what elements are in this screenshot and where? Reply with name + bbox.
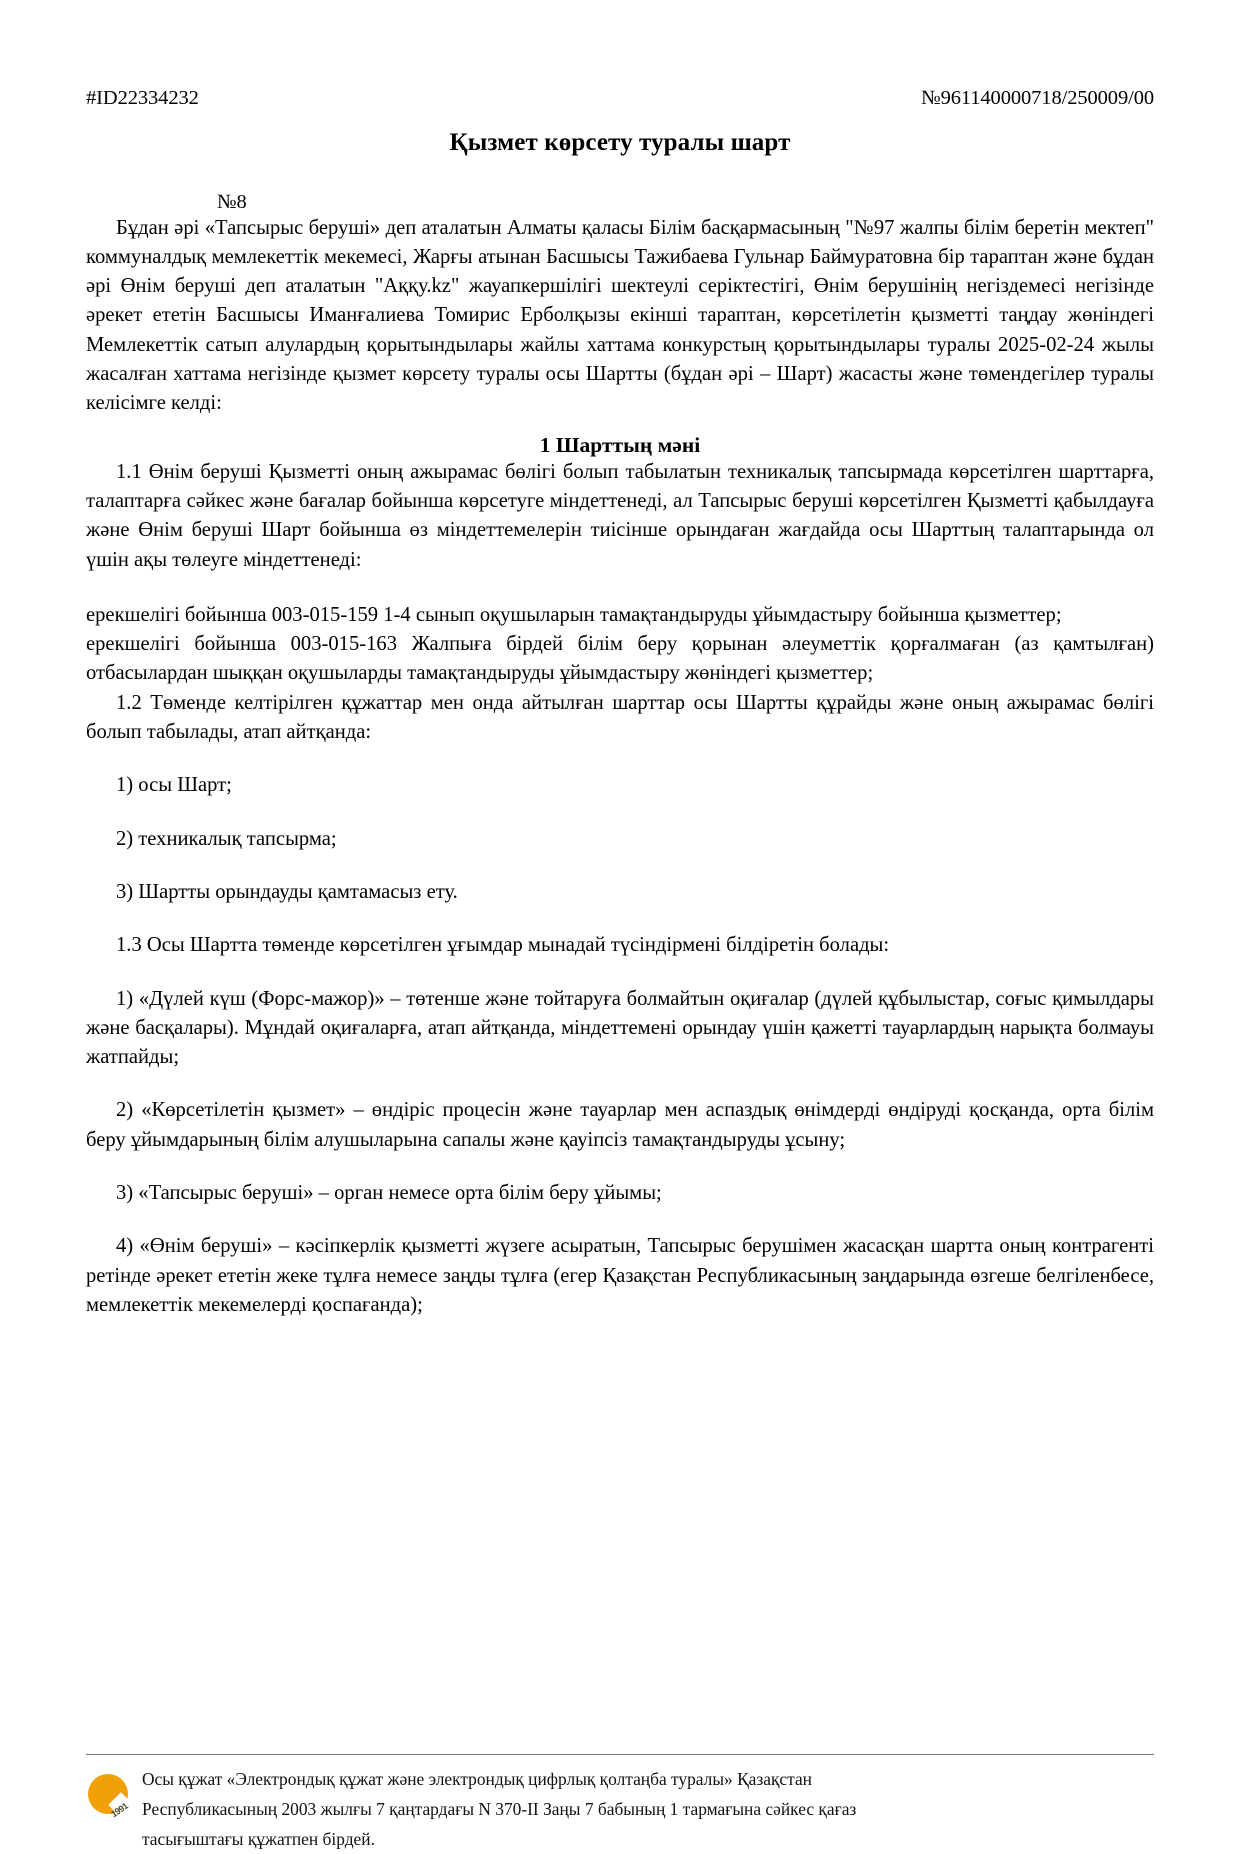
section-1-heading: 1 Шарттың мәні <box>539 432 701 457</box>
clause-1-2-item-1: 1) осы Шарт; <box>116 774 232 797</box>
contract-number: №8 <box>217 190 247 213</box>
specification-item-2: ерекшелігі бойынша 003-015-163 Жалпыға бірдей білім беру қорынан әлеуметтік қорғалмаған (аз қамтылған) отбасылардан шыққан оқушыларды тамақтандыруды ұйымдастыру жөніндегі қызметтер; <box>86 633 1154 685</box>
footer-line-1: Осы құжат «Электрондық құжат және электрондық цифрлық қолтаңба туралы» Қазақстан <box>142 1769 812 1789</box>
specification-item-1: ерекшелігі бойынша 003-015-159 1-4 сынып оқушыларын тамақтандыруды ұйымдастыру бойынша қызметтер; <box>86 603 1062 626</box>
clause-1-3-item-2: 2) «Көрсетілетін қызмет» – өндіріс процесін және тауарлар мен аспаздық өнімдерді өндіруді қосқанда, орта білім беру ұйымдарының білім алушыларына сапалы және қауіпсіз тамақтандыруды ұсыну; <box>86 1099 1154 1151</box>
clause-1-2-item-2: 2) техникалық тапсырма; <box>116 827 337 850</box>
logo-year-text: 1991 <box>109 1800 130 1820</box>
document-id: #ID22334232 <box>86 87 199 109</box>
document-header <box>86 86 1154 111</box>
footer-line-3: тасығыштағы құжатпен бірдей. <box>142 1829 375 1849</box>
clause-1-2: 1.2 Төменде келтірілген құжаттар мен онда айтылған шарттар осы Шартты құрайды және оның ажырамас бөлігі болып табылады, атап айтқанда: <box>86 691 1154 744</box>
akku-logo-icon <box>86 1768 132 1830</box>
edocument-legal-notice <box>142 1764 856 1854</box>
footer-content <box>86 1764 1154 1854</box>
specification-list <box>86 601 1154 689</box>
clause-1-3-item-4: 4) «Өнім беруші» – кәсіпкерлік қызметті жүзеге асыратын, Тапсырыс берушімен жасасқан шартта оның контрагенті ретінде әрекет ететін жеке тұлға немесе заңды тұлға (егер Қазақстан Республикасының заңдарында өзгеше белгіленбесе, мемлекеттік мекемелерді қоспағанда); <box>86 1235 1154 1316</box>
clause-1-1: 1.1 Өнім беруші Қызметті оның ажырамас бөлігі болып табылатын техникалық тапсырмада көрсетілген шарттарға, талаптарға сәйкес және бағалар бойынша көрсетуге міндеттенеді, ал Тапсырыс беруші көрсетілген Қызметті қабылдауға және Өнім беруші Шарт бойынша өз міндеттемелерін тиісінше орындаған жағдайда осы Шарттың талаптарында ол үшін ақы төлеуге міндеттенеді: <box>86 460 1154 571</box>
clause-1-2-item-3: 3) Шартты орындауды қамтамасыз ету. <box>116 880 458 903</box>
document-content <box>86 86 1154 1320</box>
footer-divider <box>86 1754 1154 1755</box>
footer-line-2: Республикасының 2003 жылғы 7 қаңтардағы N 370-II Заңы 7 бабының 1 тармағына сәйкес қағаз <box>142 1799 857 1819</box>
page-title: Қызмет көрсету туралы шарт <box>449 128 791 156</box>
registration-number: №961140000718/250009/00 <box>921 87 1154 109</box>
clause-1-3: 1.3 Осы Шартта төменде көрсетілген ұғымдар мынадай түсіндірмені білдіретін болады: <box>116 934 890 957</box>
clause-1-3-item-1: 1) «Дүлей күш (Форс-мажор)» – төтенше және тойтаруға болмайтын оқиғалар (дүлей құбылыстар, соғыс қимылдары және басқалары). Мұндай оқиғаларға, атап айтқанда, міндеттемені орындау үшін қажетті тауарлардың нарықта болмауы жатпайды; <box>86 987 1154 1069</box>
clause-1-3-item-3: 3) «Тапсырыс беруші» – орган немесе орта білім беру ұйымы; <box>116 1182 662 1205</box>
intro-paragraph: Бұдан әрі «Тапсырыс беруші» деп аталатын Алматы қаласы Білім басқармасының "№97 жалпы білім беретін мектеп" коммуналдық мемлекеттік мекемесі, Жарғы атынан Басшысы Тажибаева Гульнар Баймуратовна бір тараптан және бұдан әрі Өнім беруші деп аталатын "Аққу.kz" жауапкершілігі шектеулі серіктестігі, Өнім берушінің негіздемесі негізінде әрекет ететін Басшысы Иманғалиева Томирис Ерболқызы екінші тараптан, көрсетілетін қызметті таңдау жөніндегі Мемлекеттік сатып алулардың қорытындылары жайлы хаттама конкурстың қорытындылары туралы 2025-02-24 жылы жасалған хаттама негізінде қызмет көрсету туралы осы Шартты (бұдан әрі – Шарт) жасасты және төмендегілер туралы келісімге келді: <box>86 216 1154 415</box>
